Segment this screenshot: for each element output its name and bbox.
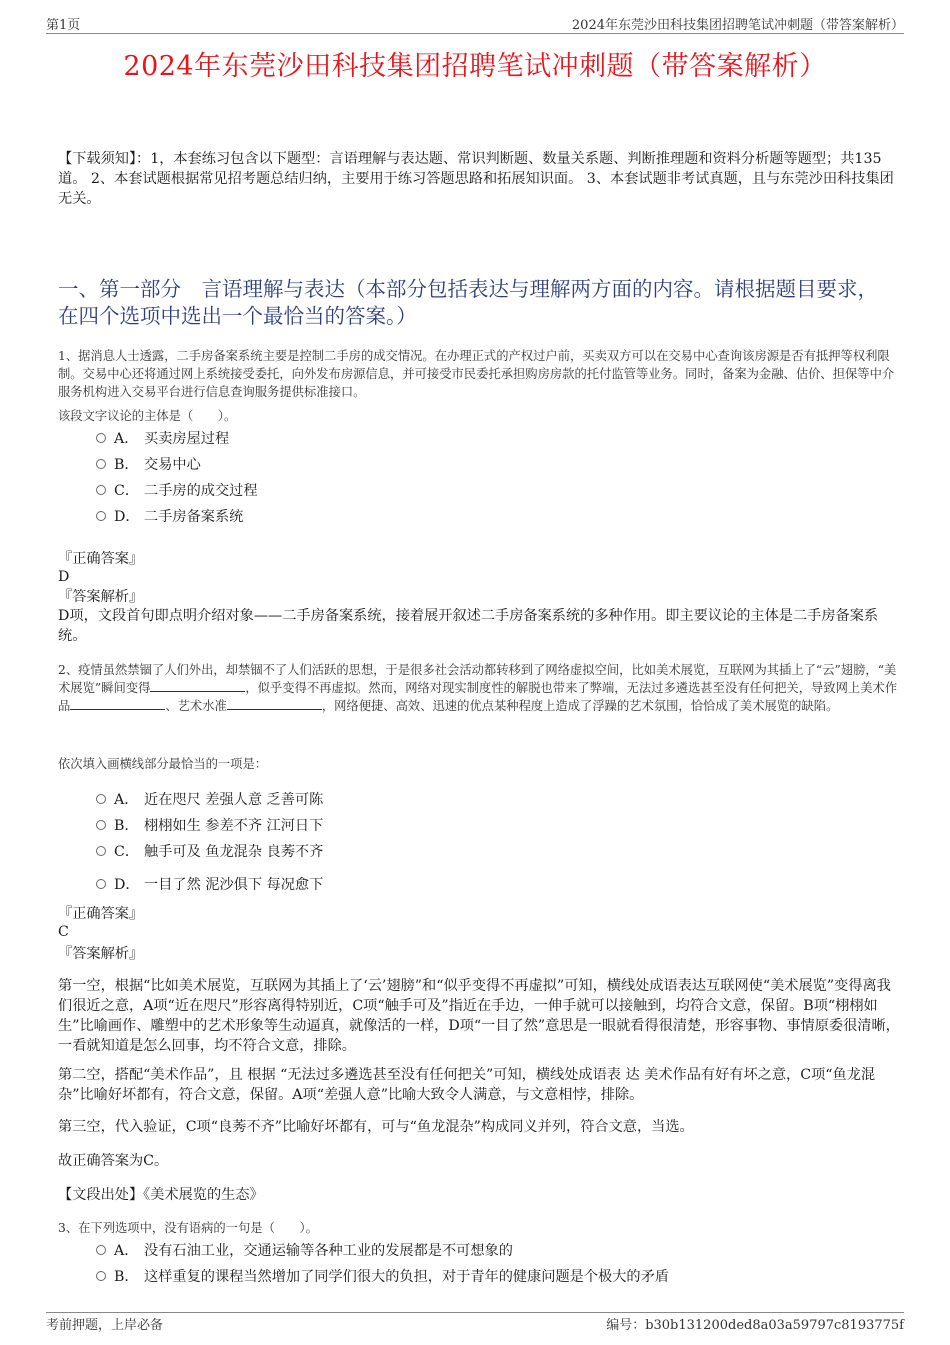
q3-option-b[interactable]: B． 这样重复的课程当然增加了同学们很大的负担，对于青年的健康问题是个极大的矛盾 (96, 1267, 669, 1287)
fill-blank-2[interactable] (70, 697, 165, 710)
radio-icon[interactable] (96, 794, 106, 804)
q1-analysis-title: 『答案解析』 (58, 589, 144, 605)
q1-stem: 1、据消息人士透露，二手房备案系统主要是控制二手房的成交情况。在办理正式的产权过户前，买卖双方可以在交易中心查询该房源是否有抵押等权利限制。交易中心还将通过网上系统接受委托，向外发布房源信息，并可接受市民委托承担购房房款的托付监管等业务。同时，备案为金融、估价、担保等中介服务机构进入交易平台进行信息查询服务提供标准接口。 (58, 349, 895, 399)
footer-serial: 编号：b30b131200ded8a03a59797c8193775f (606, 1318, 904, 1333)
section-title: 一、第一部分 言语理解与表达（本部分包括表达与理解两方面的内容。请根据题目要求，在四个选项中选出一个最恰当的答案。） (58, 277, 878, 328)
q1-answer-title: 『正确答案』 (58, 551, 144, 567)
header-divider (46, 33, 904, 34)
q2-answer: C (58, 924, 69, 940)
q1-option-b[interactable]: B． 交易中心 (96, 455, 201, 475)
q2-analysis-4: 故正确答案为C。 (58, 1153, 169, 1169)
q3-stem: 3、在下列选项中，没有语病的一句是（ ）。 (58, 1221, 318, 1235)
fill-blank-1[interactable] (150, 679, 245, 692)
q3-option-a[interactable]: A． 没有石油工业，交通运输等各种工业的发展都是不可想象的 (96, 1241, 513, 1261)
q1-answer: D (58, 569, 70, 585)
q2-analysis-1: 第一空，根据“比如美术展览，互联网为其插上了‘云’翅膀”和“似乎变得不再虚拟”可知，横线处成语表达互联网使“美术展览”变得离我们很近之意，A项“近在咫尺”形容离得特别近，C项“触手可及”指近在手边，一伸手就可以接触到，均符合文意，保留。B项“栩栩如生”比喻画作、雕塑中的艺术形象等生动逼真，就像活的一样，D项“一目了然”意思是一眼就看得很清楚，形容事物、事情原委很清晰，一看就知道是怎么回事，均不符合文意，排除。 (58, 978, 900, 1054)
radio-icon[interactable] (96, 1245, 106, 1255)
q2-option-b[interactable]: B． 栩栩如生 参差不齐 江河日下 (96, 816, 323, 836)
radio-icon[interactable] (96, 433, 106, 443)
fill-blank-3[interactable] (227, 697, 322, 710)
radio-icon[interactable] (96, 459, 106, 469)
q2-ask: 依次填入画横线部分最恰当的一项是： (58, 757, 268, 771)
page-number: 第1页 (46, 18, 81, 33)
q2-source: 【文段出处】《美术展览的生态》 (58, 1187, 264, 1203)
q2-option-a[interactable]: A． 近在咫尺 差强人意 乏善可陈 (96, 790, 323, 810)
q2-option-d[interactable]: D． 一目了然 泥沙俱下 每况愈下 (96, 875, 323, 895)
q1-ask: 该段文字议论的主体是（ ）。 (58, 409, 237, 423)
radio-icon[interactable] (96, 1271, 106, 1281)
page-title: 2024年东莞沙田科技集团招聘笔试冲刺题（带答案解析） (123, 51, 827, 82)
q1-option-a[interactable]: A． 买卖房屋过程 (96, 429, 229, 449)
footer-slogan: 考前押题，上岸必备 (46, 1318, 164, 1333)
q2-analysis-title: 『答案解析』 (58, 946, 144, 962)
q1-analysis: D项，文段首句即点明介绍对象——二手房备案系统，接着展开叙述二手房备案系统的多种作用。即主要议论的主体是二手房备案系统。 (58, 608, 879, 644)
radio-icon[interactable] (96, 820, 106, 830)
q1-option-d[interactable]: D． 二手房备案系统 (96, 507, 243, 527)
footer-divider (46, 1312, 904, 1313)
download-notice: 【下载须知】：1，本套练习包含以下题型：言语理解与表达题、常识判断题、数量关系题、判断推理题和资料分析题等题型；共135道。 2、本套试题根据常见招考题总结归纳，主要用于练习答题思路和拓展知识面。 3、本套试题非考试真题，且与东莞沙田科技集团无关。 (58, 151, 894, 207)
q2-analysis-3: 第三空，代入验证，C项“良莠不齐”比喻好坏都有，可与“鱼龙混杂”构成同义并列，符合文意，当选。 (58, 1119, 694, 1135)
q1-option-c[interactable]: C． 二手房的成交过程 (96, 481, 258, 501)
radio-icon[interactable] (96, 846, 106, 856)
q2-stem: 2、疫情虽然禁锢了人们外出，却禁锢不了人们活跃的思想，于是很多社会活动都转移到了网络虚拟空间，比如美术展览，互联网为其插上了“云”翅膀，“美术展览”瞬间变得 ，似乎变得不再虚拟。然而，网络对现实制度性的解脱也带来了弊端，无法过多遴选甚至没有任何把关，导致网上美术作品 、艺术水准 ，网络便捷、高效、迅速的优点某种程度上造成了浮躁的艺术氛围，恰恰成了美术展览的缺陷。 (58, 663, 898, 713)
q2-option-c[interactable]: C． 触手可及 鱼龙混杂 良莠不齐 (96, 842, 323, 862)
q2-analysis-2: 第二空，搭配“美术作品”，且 根据 “无法过多遴选甚至没有任何把关”可知，横线处成语表 达 美术作品有好有坏之意，C项“鱼龙混杂”比喻好坏都有，符合文意，保留。A项“差强人意”比喻大致令人满意，与文意相悖，排除。 (58, 1067, 876, 1103)
radio-icon[interactable] (96, 485, 106, 495)
q2-answer-title: 『正确答案』 (58, 906, 144, 922)
header-doc-title: 2024年东莞沙田科技集团招聘笔试冲刺题（带答案解析） (571, 18, 904, 33)
radio-icon[interactable] (96, 879, 106, 889)
radio-icon[interactable] (96, 511, 106, 521)
